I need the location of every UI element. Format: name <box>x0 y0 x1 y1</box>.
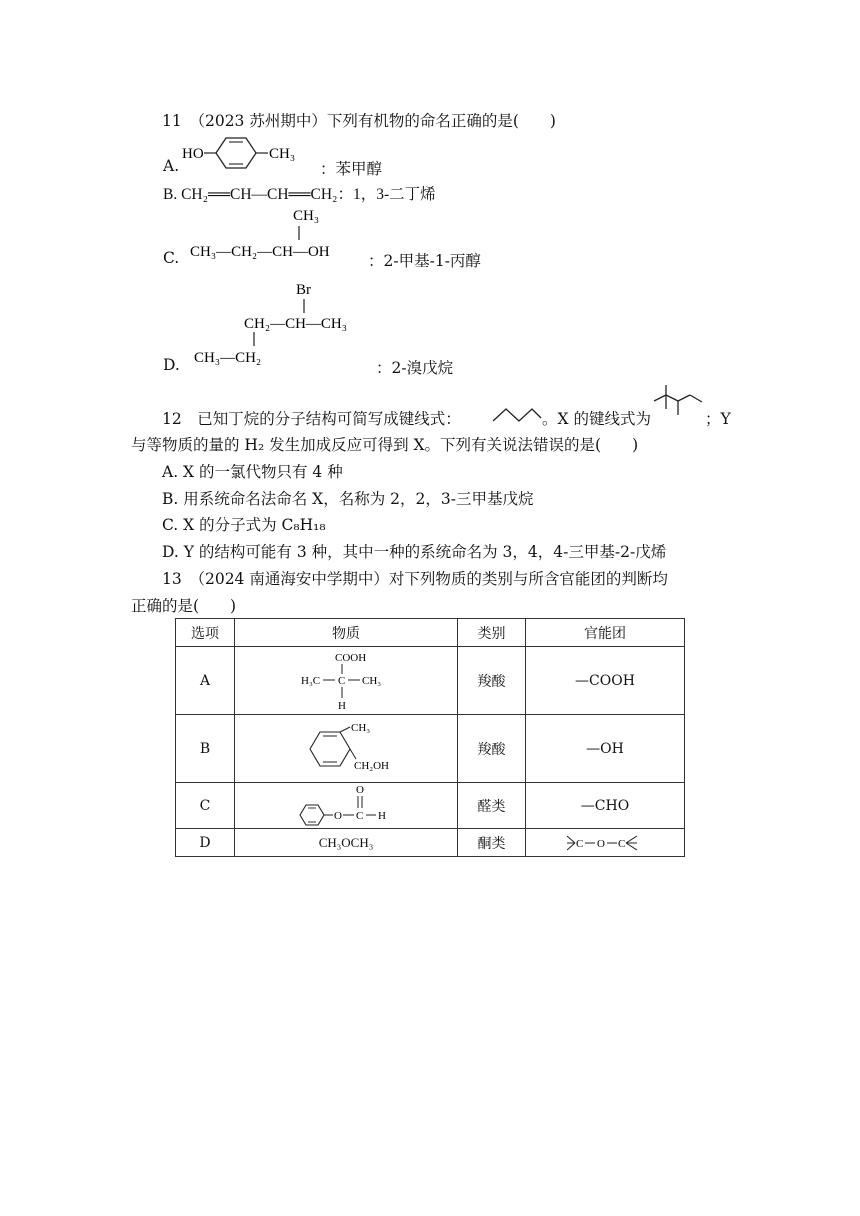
q12-option-a: A. X 的一氯代物只有 4 种 <box>162 463 343 481</box>
q13-stem-line2: 正确的是( ) <box>131 597 237 615</box>
table-row <box>176 647 685 715</box>
d-upper-chain: CH₂—CH—CH₃ <box>244 316 347 332</box>
ether-group-structure <box>565 832 645 854</box>
q11-option-d-name: ：2-溴戊烷 <box>376 359 454 377</box>
table-row <box>176 715 685 783</box>
row-d-group <box>526 829 685 857</box>
q11-option-c-name: ：2-甲基-1-丙醇 <box>368 252 481 270</box>
q12-stem-part1: 12 已知丁烷的分子结构可简写成键线式： <box>162 410 461 428</box>
q12-option-c: C. X 的分子式为 C₈H₁₈ <box>162 516 326 534</box>
svg-text:COOH: COOH <box>335 651 367 664</box>
header-substance: 物质 <box>235 619 458 647</box>
row-a-group: —COOH <box>526 647 685 715</box>
row-a-substance <box>235 647 458 715</box>
row-b-option: B <box>176 715 235 783</box>
svg-text:O: O <box>334 809 342 822</box>
row-d-category: 酮类 <box>458 829 526 857</box>
row-b-group: —OH <box>526 715 685 783</box>
q12-stem-line2: 与等物质的量的 H₂ 发生加成反应可得到 X。下列有关说法错误的是( ) <box>131 436 639 454</box>
svg-text:C: C <box>338 674 346 687</box>
butane-skeletal-icon <box>491 406 543 424</box>
row-a-option: A <box>176 647 235 715</box>
ch3-label: CH₃ <box>269 146 296 162</box>
q11-option-d-label: D. <box>163 356 180 374</box>
row-c-substance <box>235 783 458 829</box>
svg-text:H₃C: H₃C <box>301 674 321 687</box>
svg-text:CH₃: CH₃ <box>351 721 371 734</box>
svg-text:O: O <box>356 784 364 796</box>
header-category: 类别 <box>458 619 526 647</box>
q12-stem-part2: 。X 的键线式为 <box>542 410 651 428</box>
row-c-option: C <box>176 783 235 829</box>
table-row <box>176 783 685 829</box>
c-main-chain: CH₃—CH₂—CH—OH <box>190 244 330 260</box>
q11-structure-a <box>182 135 322 171</box>
q13-answer-table <box>175 618 685 857</box>
svg-text:O: O <box>597 837 605 850</box>
c-methyl-label: CH₃ <box>293 208 320 224</box>
q12-stem-part3: ；Y <box>705 410 731 428</box>
table-row <box>176 829 685 857</box>
header-functional-group: 官能团 <box>526 619 685 647</box>
row-b-substance <box>235 715 458 783</box>
q11-stem: 11 （2023 苏州期中）下列有机物的命名正确的是( ) <box>162 112 556 130</box>
header-option: 选项 <box>176 619 235 647</box>
methylbenzyl-alcohol-structure <box>296 721 396 777</box>
svg-text:H: H <box>378 809 386 822</box>
d-lower-chain: CH₃—CH₂ <box>194 350 262 366</box>
svg-text:C: C <box>356 809 364 822</box>
bromo-label: Br <box>296 282 311 298</box>
row-d-substance: CH₃OCH₃ <box>235 829 458 857</box>
q12-option-b: B. 用系统命名法命名 X，名称为 2，2，3-三甲基戊烷 <box>162 490 534 508</box>
row-c-category: 醛类 <box>458 783 526 829</box>
svg-text:C: C <box>576 837 584 850</box>
q12-option-d: D. Y 的结构可能有 3 种，其中一种的系统命名为 3，4，4-三甲基-2-戊烯 <box>162 543 667 561</box>
ho-label: HO <box>182 146 204 162</box>
row-b-category: 羧酸 <box>458 715 526 783</box>
q11-option-a-label: A. <box>163 157 180 175</box>
q13-stem-line1: 13 （2024 南通海安中学期中）对下列物质的类别与所含官能团的判断均 <box>162 570 668 588</box>
svg-text:CH₃: CH₃ <box>362 674 382 687</box>
q11-option-a-name: ：苯甲醇 <box>320 160 383 178</box>
phenyl-formate-structure <box>296 785 396 827</box>
x-skeletal-structure-icon <box>652 385 706 419</box>
row-c-group: —CHO <box>526 783 685 829</box>
q11-structure-d <box>192 280 382 372</box>
table-header-row <box>176 619 685 647</box>
isobutyric-acid-structure <box>301 649 391 713</box>
svg-text:CH₂OH: CH₂OH <box>354 759 390 772</box>
svg-text:C: C <box>618 837 626 850</box>
q11-option-c-label: C. <box>163 249 180 267</box>
row-a-category: 羧酸 <box>458 647 526 715</box>
q11-option-b: B. CH₂══CH—CH══CH₂：1，3-二丁烯 <box>163 186 436 203</box>
svg-text:H: H <box>338 699 346 712</box>
q11-structure-c <box>188 204 368 268</box>
row-d-option: D <box>176 829 235 857</box>
